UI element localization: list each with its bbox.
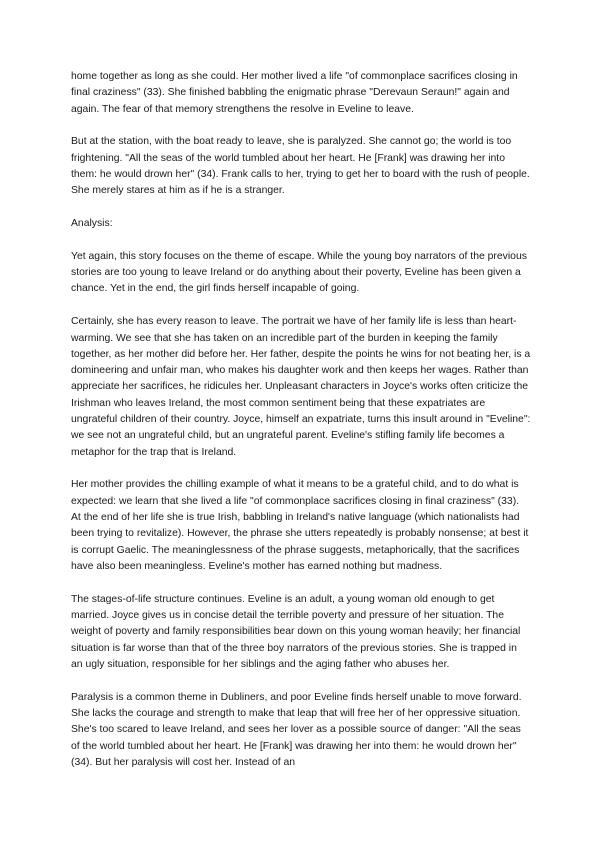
- analysis-heading: Analysis:: [71, 218, 113, 230]
- document-page: [71, 69, 531, 788]
- paragraph-analysis-3: Her mother provides the chilling example of what it means to be a grateful child, and to do what is expected: we learn that she lived a life "of commonplace sacrifices closing in final craziness" (33). At the end of her life she is true Irish, babbling in Ireland's native language (which nationalists had been trying to revitalize). However, the phrase she utters repeatedly is probably nonsense; at best it is corrupt Gaelic. The meaninglessness of the phrase suggests, metaphorically, that the sacrifices have also been meaningless. Eveline's mother has earned nothing but madness.: [71, 479, 529, 572]
- paragraph-analysis-1: Yet again, this story focuses on the theme of escape. While the young boy narrators of the previous stories are too young to leave Ireland or do anything about their poverty, Eveline has been given a chance. Yet in the end, the girl finds herself incapable of going.: [71, 250, 527, 295]
- paragraph-analysis-2: Certainly, she has every reason to leave. The portrait we have of her family life is less than heart-warming. We see that she has taken on an incredible part of the burden in keeping the family together, as her mother did before her. Her father, despite the points he wins for not beating her, is a domineering and unfair man, who makes his daughter work and then keeps her wages. Rather than appreciate her sacrifices, he ridicules her. Unpleasant characters in Joyce's works often criticize the Irishman who leaves Ireland, the most common sentiment being that these expatriates are ungrateful children of their country. Joyce, himself an expatriate, turns this insult around in "Eveline": we see not an ungrateful child, but an ungrateful parent. Eveline's stifling family life becomes a metaphor for the trap that is Ireland.: [71, 316, 531, 458]
- paragraph-analysis-4: The stages-of-life structure continues. Eveline is an adult, a young woman old enough to get married. Joyce gives us in concise detail the terrible poverty and pressure of her situation. The weight of poverty and family responsibilities bear down on this young woman heavily; her financial situation is far worse than that of the three boy narrators of the previous stories. She is trapped in an ugly situation, responsible for her siblings and the aging father who abuses her.: [71, 593, 521, 670]
- paragraph-summary-1: home together as long as she could. Her mother lived a life "of commonplace sacrifices closing in final craziness" (33). She finished babbling the enigmatic phrase "Derevaun Seraun!" again and again. The fear of that memory strengthens the resolve in Eveline to leave.: [71, 71, 518, 115]
- paragraph-summary-2: But at the station, with the boat ready to leave, she is paralyzed. She cannot go; the world is too frightening. "All the seas of the world tumbled about her heart. He [Frank] was drawing her into them: he would drown her" (34). Frank calls to her, trying to get her to board with the rush of people. She merely stares at him as if he is a stranger.: [71, 136, 530, 197]
- paragraph-analysis-5: Paralysis is a common theme in Dubliners, and poor Eveline finds herself unable to move forward. She lacks the courage and strength to make that leap that will free her of her oppressive situation. She's too scared to leave Ireland, and sees her lover as a possible source of danger: "All the seas of the world tumbled about her heart. He [Frank] was drawing her into them: he would drown her" (34). But her paralysis will cost her. Instead of an: [71, 691, 522, 768]
